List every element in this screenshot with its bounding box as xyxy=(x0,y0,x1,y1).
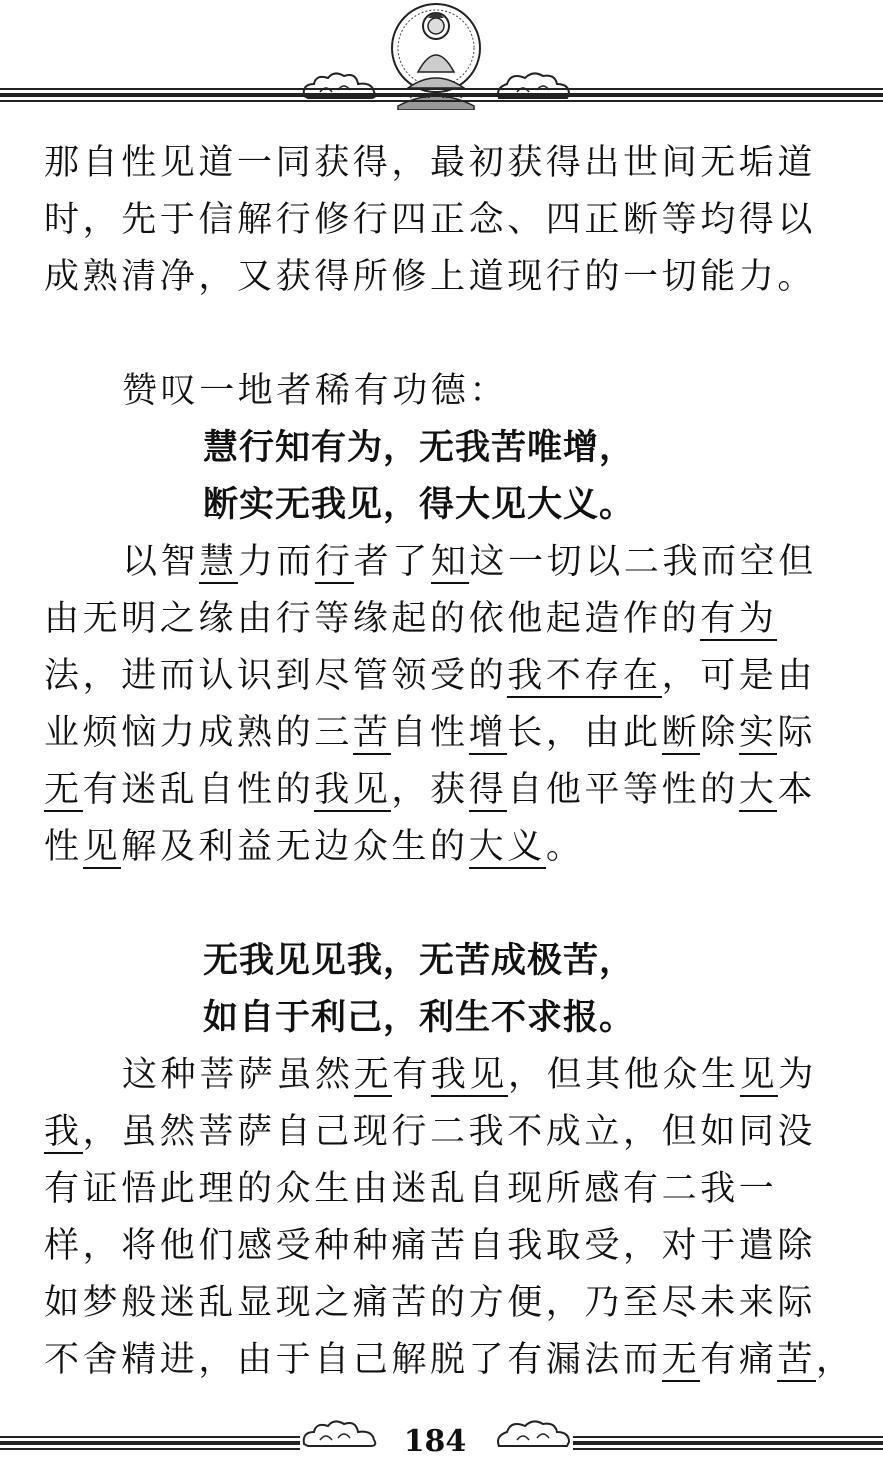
paragraph-1-line: 成熟清净，又获得所修上道现行的一切能力。 xyxy=(44,257,817,297)
underlined-term: 实 xyxy=(738,713,778,753)
text-segment: ，但其他众生 xyxy=(508,1055,740,1095)
underlined-term: 我见 xyxy=(314,770,392,810)
text-segment: 际 xyxy=(777,713,817,753)
text-segment: 业烦恼力成熟的三 xyxy=(44,713,353,753)
text-segment: 。 xyxy=(545,827,585,867)
text-segment: 以智 xyxy=(122,542,200,582)
para2-line xyxy=(44,534,844,591)
text-segment: 本 xyxy=(777,770,817,810)
text-segment: ，虽然菩萨自己现行二我不成立，但如同没 xyxy=(82,1112,817,1152)
underlined-term: 见 xyxy=(739,1055,779,1095)
para2-line xyxy=(44,762,844,819)
underlined-term: 得 xyxy=(468,770,508,810)
underlined-term: 无 xyxy=(353,1055,393,1095)
text-segment: 自他平等性的 xyxy=(507,770,739,810)
text-segment: 自性 xyxy=(391,713,469,753)
text-segment: 者了 xyxy=(353,542,431,582)
text-segment: ，获 xyxy=(391,770,469,810)
verse-1 xyxy=(203,420,635,534)
underlined-term: 我不存在 xyxy=(507,656,662,696)
underlined-term: 苦 xyxy=(777,1340,817,1380)
verse-2 xyxy=(203,933,635,1047)
page-number: 184 xyxy=(403,1424,467,1459)
text-segment: 除 xyxy=(700,713,739,753)
verse-2-line-2: 如自于利己，利生不求报。 xyxy=(203,998,636,1038)
underlined-term: 断 xyxy=(661,713,701,753)
para2-line xyxy=(44,648,844,705)
text-segment: ，可是由 xyxy=(661,656,817,696)
text-segment: 为 xyxy=(778,1055,817,1095)
cloud-ornament-footer-left-icon xyxy=(300,1416,380,1450)
text-segment: 性 xyxy=(44,827,83,867)
text-segment: 有痛 xyxy=(700,1340,778,1380)
text-segment: 有证悟此理的众生由迷乱自现所感有二我一 xyxy=(44,1169,778,1209)
paragraph-2 xyxy=(44,534,844,876)
text-segment: 这一切以二我而空但 xyxy=(469,542,817,582)
text-segment: 样，将他们感受种种痛苦自我取受，对于遣除 xyxy=(44,1226,817,1266)
underlined-term: 大义 xyxy=(468,827,546,867)
paragraph-3 xyxy=(44,1047,855,1389)
underlined-term: 大 xyxy=(738,770,778,810)
underlined-term: 我见 xyxy=(430,1055,509,1095)
underlined-term: 有为 xyxy=(700,599,778,639)
paragraph-1-line: 时，先于信解行修行四正念、四正断等均得以 xyxy=(44,200,817,240)
underlined-term: 见 xyxy=(82,827,122,867)
para3-line xyxy=(44,1332,855,1389)
text-segment: 不舍精进，由于自己解脱了有漏法而 xyxy=(44,1340,662,1380)
underlined-term: 知 xyxy=(430,542,470,582)
text-segment: 有 xyxy=(392,1055,431,1095)
verse-1-line-2: 断实无我见，得大见大义。 xyxy=(203,485,636,525)
para2-line xyxy=(44,819,844,876)
para2-line xyxy=(44,705,844,762)
underlined-term: 苦 xyxy=(352,713,392,753)
underlined-term: 增 xyxy=(468,713,508,753)
text-segment: 如梦般迷乱显现之痛苦的方便，乃至尽未来际 xyxy=(44,1283,817,1323)
para3-line xyxy=(44,1275,844,1332)
underlined-term: 无 xyxy=(661,1340,701,1380)
para3-line xyxy=(44,1218,844,1275)
underlined-term: 慧 xyxy=(199,542,238,582)
underlined-term: 我 xyxy=(44,1112,83,1152)
text-segment: 解及利益无边众生的 xyxy=(121,827,469,867)
para3-line xyxy=(44,1104,844,1161)
text-segment: 这种菩萨虽然 xyxy=(122,1055,354,1095)
text-segment: 由无明之缘由行等缘起的依他起造作的 xyxy=(44,599,701,639)
section-heading: 赞叹一地者稀有功德： xyxy=(122,371,509,411)
para2-line xyxy=(44,591,844,648)
text-segment: 力而 xyxy=(237,542,316,582)
verse-1-line-1: 慧行知有为，无我苦唯增， xyxy=(203,428,636,468)
paragraph-1-line: 那自性见道一同获得，最初获得出世间无垢道 xyxy=(44,143,817,183)
text-segment: 长，由此 xyxy=(507,713,662,753)
paragraph-1 xyxy=(44,135,844,306)
text-segment: ， xyxy=(816,1340,855,1380)
text-segment: 有迷乱自性的 xyxy=(82,770,315,810)
verse-2-line-1: 无我见见我，无苦成极苦， xyxy=(203,941,636,981)
cloud-ornament-footer-right-icon xyxy=(493,1416,573,1450)
underlined-term: 行 xyxy=(315,542,354,582)
para3-line xyxy=(44,1047,844,1104)
para3-line xyxy=(44,1161,844,1218)
text-segment: 法，进而认识到尽管领受的 xyxy=(44,656,508,696)
underlined-term: 无 xyxy=(44,770,83,810)
